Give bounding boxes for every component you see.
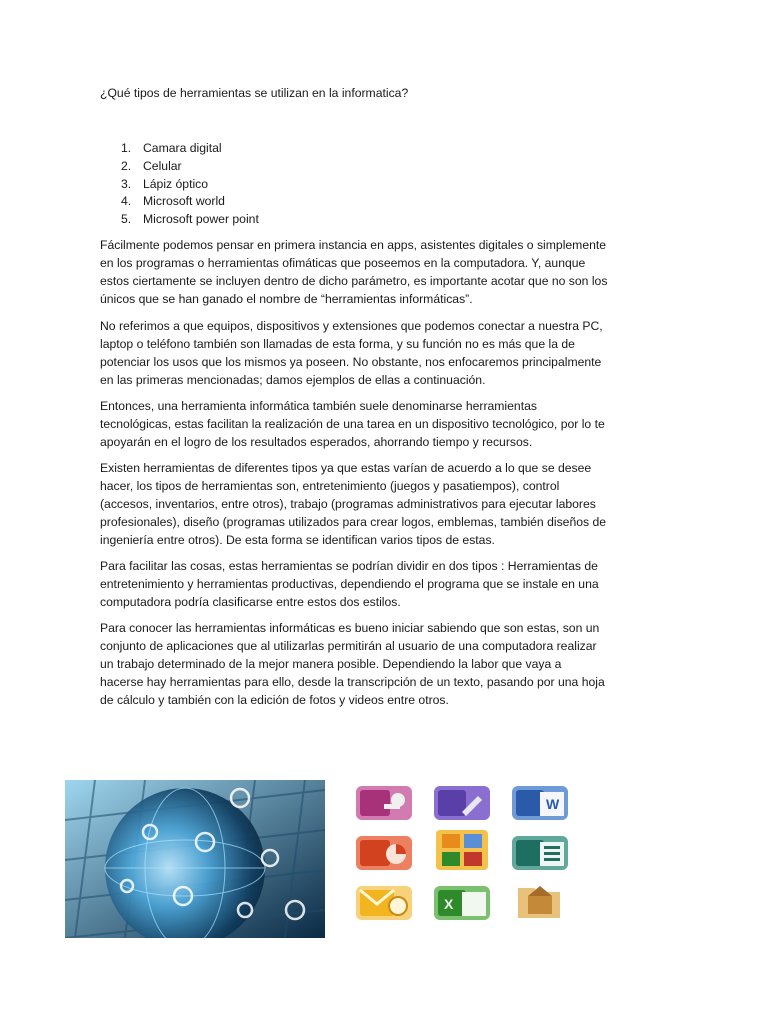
list-item: 2. Celular	[121, 158, 182, 173]
powerpoint-icon	[354, 832, 414, 872]
office-icons-image	[346, 778, 586, 926]
word-icon	[510, 782, 570, 822]
paragraph-6: Para conocer las herramientas informáticas es bueno iniciar sabiendo que son estas, son un conjunto de aplicaciones que al utilizarlas permitirán al usuario de una computadora realizar un trabajo determinado de la mejor manera posible. Dependiendo la labor que vaya a hacerse hay herramientas para ello, desde la transcripción de un texto, pasando por una hoja de cálculo y también con la edición de fotos y videos entre otros.	[100, 621, 605, 707]
tools-list	[121, 140, 259, 229]
infopath-icon	[432, 782, 492, 822]
office-icon	[432, 828, 492, 868]
paragraph-2: No referimos a que equipos, dispositivos y extensiones que podemos conectar a nuestra PC, laptop o teléfono también son llamadas de esta forma, y su función no es más que la de potenciar los usos que los mismos ya poseen. No obstante, nos enfocaremos principalmente en las primeras mencionadas; damos ejemplos de ellas a continuación.	[100, 319, 603, 387]
list-item: 4. Microsoft world	[121, 194, 225, 209]
outlook-icon	[354, 882, 414, 922]
access-icon	[354, 782, 414, 822]
paragraph-4: Existen herramientas de diferentes tipos ya que estas varían de acuerdo a lo que se desee hacer, los tipos de herramientas son, entretenimiento (juegos y pasatiempos), control (accesos, inventarios, entre otros), trabajo (programas administrativos para ejecutar labores profesionales), diseño (programas utilizados para crear logos, emblemas, también diseños de ingeniería entre otros). De esta forma se identifican varios tipos de estas.	[100, 461, 607, 547]
paragraph-1: Fácilmente podemos pensar en primera instancia en apps, asistentes digitales o simplemente en los programas o herramientas ofimáticas que poseemos en la computadora. Y, aunque estos ciertamente se incluyen dentro de dicho parámetro, es importante acotar que no son los únicos que se han ganado el nombre de “herramientas informáticas”.	[100, 238, 608, 306]
svg-text:X: X	[444, 896, 454, 912]
folder-icon	[510, 878, 570, 918]
list-item: 3. Lápiz óptico	[121, 176, 209, 191]
document-title: ¿Qué tipos de herramientas se utilizan en la informatica?	[100, 86, 409, 100]
paragraph-3: Entonces, una herramienta informática también suele denominarse herramientas tecnológicas, estas facilitan la realización de una tarea en un dispositivo tecnológico, por lo te apoyarán en el logro de los resultados esperados, ahorrando tiempo y recursos.	[100, 399, 605, 449]
list-item: 1. Camara digital	[121, 141, 222, 155]
list-item: 5. Microsoft power point	[121, 212, 259, 227]
svg-text:W: W	[546, 796, 560, 812]
paragraph-5: Para facilitar las cosas, estas herramientas se podrían dividir en dos tipos : Herramientas de entretenimiento y herramientas productivas, dependiendo el programa que se instale en una computadora podría clasificarse entre estos dos estilos.	[100, 559, 599, 609]
publisher-icon	[510, 832, 570, 872]
tech-globe-image	[65, 780, 325, 938]
excel-icon	[432, 882, 492, 922]
